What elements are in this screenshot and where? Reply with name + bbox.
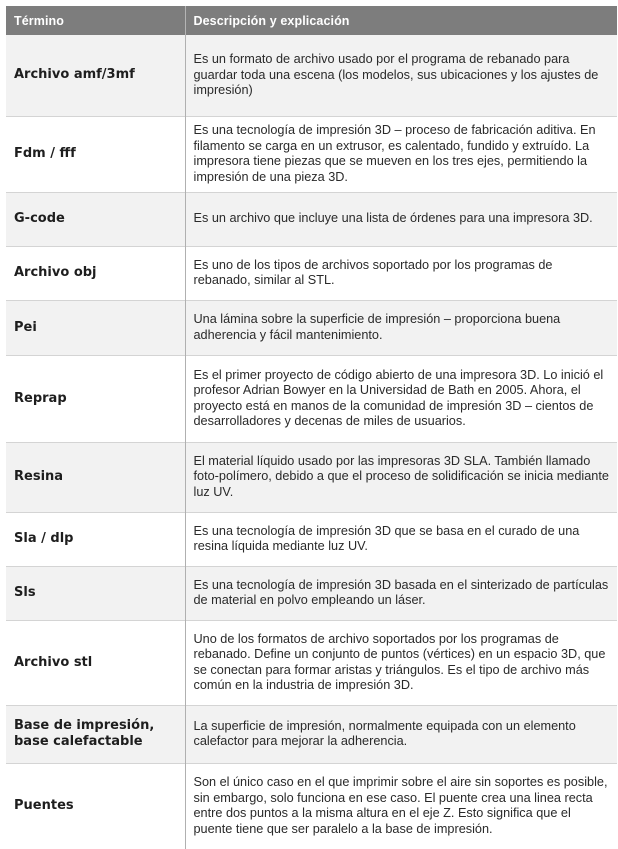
table-row [6, 705, 617, 763]
table-row [6, 763, 617, 849]
description-cell: Es una tecnología de impresión 3D – proceso de fabricación aditiva. En filamento se carga en un extrusor, es calentado, fundido y extruído. La impresora tiene piezas que se mueven en los tres ejes, permitiendo la impresión de una pieza 3D. [185, 116, 617, 192]
table-row [6, 442, 617, 512]
glossary-table [6, 6, 617, 849]
table-row [6, 192, 617, 246]
term-cell: G-code [6, 192, 185, 246]
table-row [6, 620, 617, 705]
table-row [6, 35, 617, 116]
term-cell: Archivo amf/3mf [6, 35, 185, 116]
description-cell: Son el único caso en el que imprimir sobre el aire sin soportes es posible, sin embargo, solo funciona en ese caso. El puente crea una linea recta entre dos puntos a la misma altura en el eje Z. Esto significa que el puente tiene que ser paralelo a la base de impresión. [185, 763, 617, 849]
term-cell: Resina [6, 442, 185, 512]
table-row [6, 300, 617, 355]
term-cell: Fdm / fff [6, 116, 185, 192]
header-term: Término [6, 6, 185, 35]
description-cell: Es uno de los tipos de archivos soportado por los programas de rebanado, similar al STL. [185, 246, 617, 300]
description-cell: Es un archivo que incluye una lista de órdenes para una impresora 3D. [185, 192, 617, 246]
term-cell: Archivo obj [6, 246, 185, 300]
header-description: Descripción y explicación [185, 6, 617, 35]
term-cell: Sla / dlp [6, 512, 185, 566]
table-row [6, 246, 617, 300]
table-row [6, 355, 617, 442]
term-cell: Pei [6, 300, 185, 355]
table-body [6, 35, 617, 849]
description-cell: Es un formato de archivo usado por el programa de rebanado para guardar toda una escena (los modelos, sus ubicaciones y los ajustes de impresión) [185, 35, 617, 116]
description-cell: Es una tecnología de impresión 3D basada en el sinterizado de partículas de material en polvo empleando un láser. [185, 566, 617, 620]
table-header [6, 6, 617, 35]
description-cell: El material líquido usado por las impresoras 3D SLA. También llamado foto-polímero, debido a que el proceso de solidificación se inicia mediante luz UV. [185, 442, 617, 512]
table-row [6, 512, 617, 566]
term-cell: Archivo stl [6, 620, 185, 705]
term-cell: Base de impresión, base calefactable [6, 705, 185, 763]
description-cell: La superficie de impresión, normalmente equipada con un elemento calefactor para mejorar la adherencia. [185, 705, 617, 763]
term-cell: Sls [6, 566, 185, 620]
header-row [6, 6, 617, 35]
term-cell: Reprap [6, 355, 185, 442]
description-cell: Es una tecnología de impresión 3D que se basa en el curado de una resina líquida mediante luz UV. [185, 512, 617, 566]
description-cell: Uno de los formatos de archivo soportados por los programas de rebanado. Define un conjunto de puntos (vértices) en un espacio 3D, que se conectan para formar aristas y triángulos. Es el tipo de archivo más común en la industria de impresión 3D. [185, 620, 617, 705]
table-row [6, 116, 617, 192]
description-cell: Es el primer proyecto de código abierto de una impresora 3D. Lo inició el profesor Adrian Bowyer en la Universidad de Bath en 2005. Ahora, el proyecto está en manos de la comunidad de impresión 3D – cientos de desarrolladores y decenas de miles de usuarios. [185, 355, 617, 442]
term-cell: Puentes [6, 763, 185, 849]
description-cell: Una lámina sobre la superficie de impresión – proporciona buena adherencia y fácil mantenimiento. [185, 300, 617, 355]
table-row [6, 566, 617, 620]
